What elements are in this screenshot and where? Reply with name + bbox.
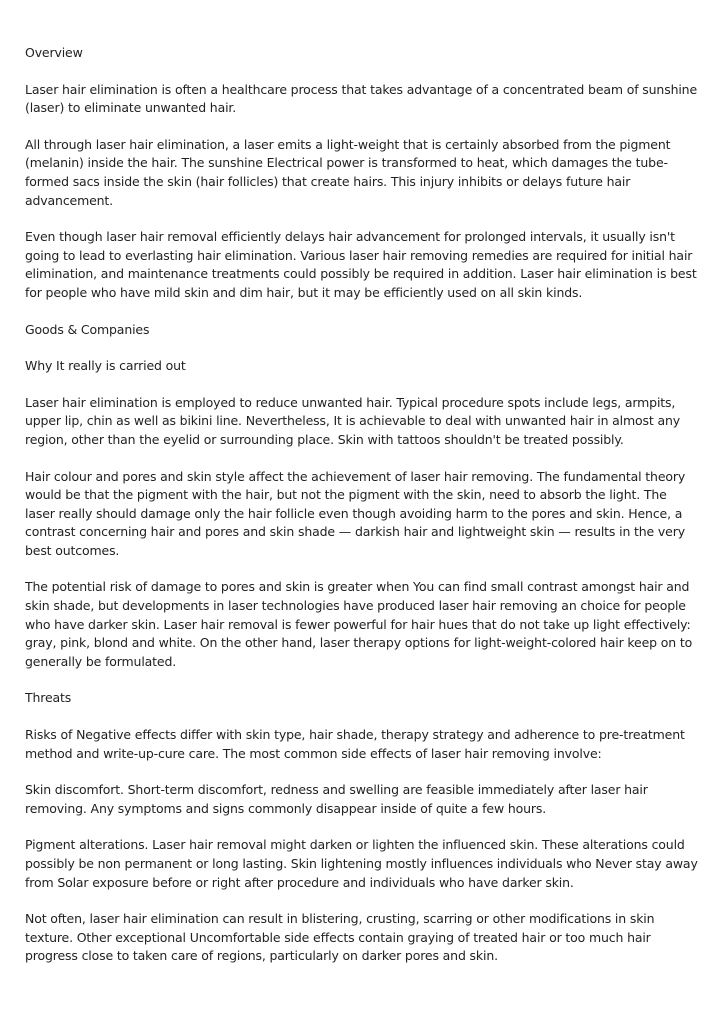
- paragraph: Pigment alterations. Laser hair removal might darken or lighten the influenced skin. These alterations could possibly be non permanent or long lasting. Skin lightening mostly influences individuals who Never stay away from Solar exposure before or right after procedure and individuals who have darker skin.: [25, 837, 698, 890]
- paragraph: Risks of Negative effects differ with skin type, hair shade, therapy strategy and adherence to pre-treatment method and write-up-cure care. The most common side effects of laser hair removing involve:: [25, 727, 685, 761]
- paragraph: Hair colour and pores and skin style affect the achievement of laser hair removing. The fundamental theory would be that the pigment with the hair, but not the pigment with the skin, need to absorb the light. The laser really should damage only the hair follicle even though avoiding harm to the pores and skin. Hence, a contrast concerning hair and pores and skin shade — darkish hair and lightweight skin — results in the very best outcomes.: [25, 468, 686, 558]
- paragraph: Skin discomfort. Short-term discomfort, redness and swelling are feasible immediately after laser hair removing. Any symptoms and signs commonly disappear inside of quite a few hours.: [25, 782, 648, 816]
- paragraph: All through laser hair elimination, a laser emits a light-weight that is certainly absorbed from the pigment (melanin) inside the hair. The sunshine Electrical power is transformed to heat, which damages the tube-formed sacs inside the skin (hair follicles) that create hairs. This injury inhibits or delays future hair advancement.: [25, 136, 671, 208]
- paragraph: Not often, laser hair elimination can result in blistering, crusting, scarring or other modifications in skin texture. Other exceptional Uncomfortable side effects contain graying of treated hair or too much hair progress close to taken care of regions, particularly on darker pores and skin.: [25, 911, 655, 964]
- section-heading-overview: Overview: [25, 45, 83, 60]
- paragraph: Even though laser hair removal efficiently delays hair advancement for prolonged intervals, it usually isn't going to lead to everlasting hair elimination. Various laser hair removing remedies are required for initial hair elimination, and maintenance treatments could possibly be required in addition. Laser hair elimination is best for people who have mild skin and dim hair, but it may be efficiently used on all skin kinds.: [25, 229, 697, 300]
- paragraph: Laser hair elimination is often a healthcare process that takes advantage of a concentrated beam of sunshine (laser) to eliminate unwanted hair.: [25, 81, 697, 116]
- paragraph: Laser hair elimination is employed to reduce unwanted hair. Typical procedure spots include legs, armpits, upper lip, chin as well as bikini line. Nevertheless, It is achievable to deal with unwanted hair in almost any region, other than the eyelid or surrounding place. Skin with tattoos shouldn't be treated possibly.: [25, 394, 680, 447]
- section-heading-goods-companies: Goods & Companies: [25, 321, 150, 337]
- section-heading-why: Why It really is carried out: [25, 358, 186, 374]
- paragraph: The potential risk of damage to pores and skin is greater when You can find small contrast amongst hair and skin shade, but developments in laser technologies have produced laser hair removing an choice for people who have darker skin. Laser hair removal is fewer powerful for hair hues that do not take up light effectively: gray, pink, blond and white. On the other hand, laser therapy options for light-weight-colored hair keep on to generally be formulated.: [25, 579, 693, 669]
- section-heading-threats: Threats: [25, 690, 72, 706]
